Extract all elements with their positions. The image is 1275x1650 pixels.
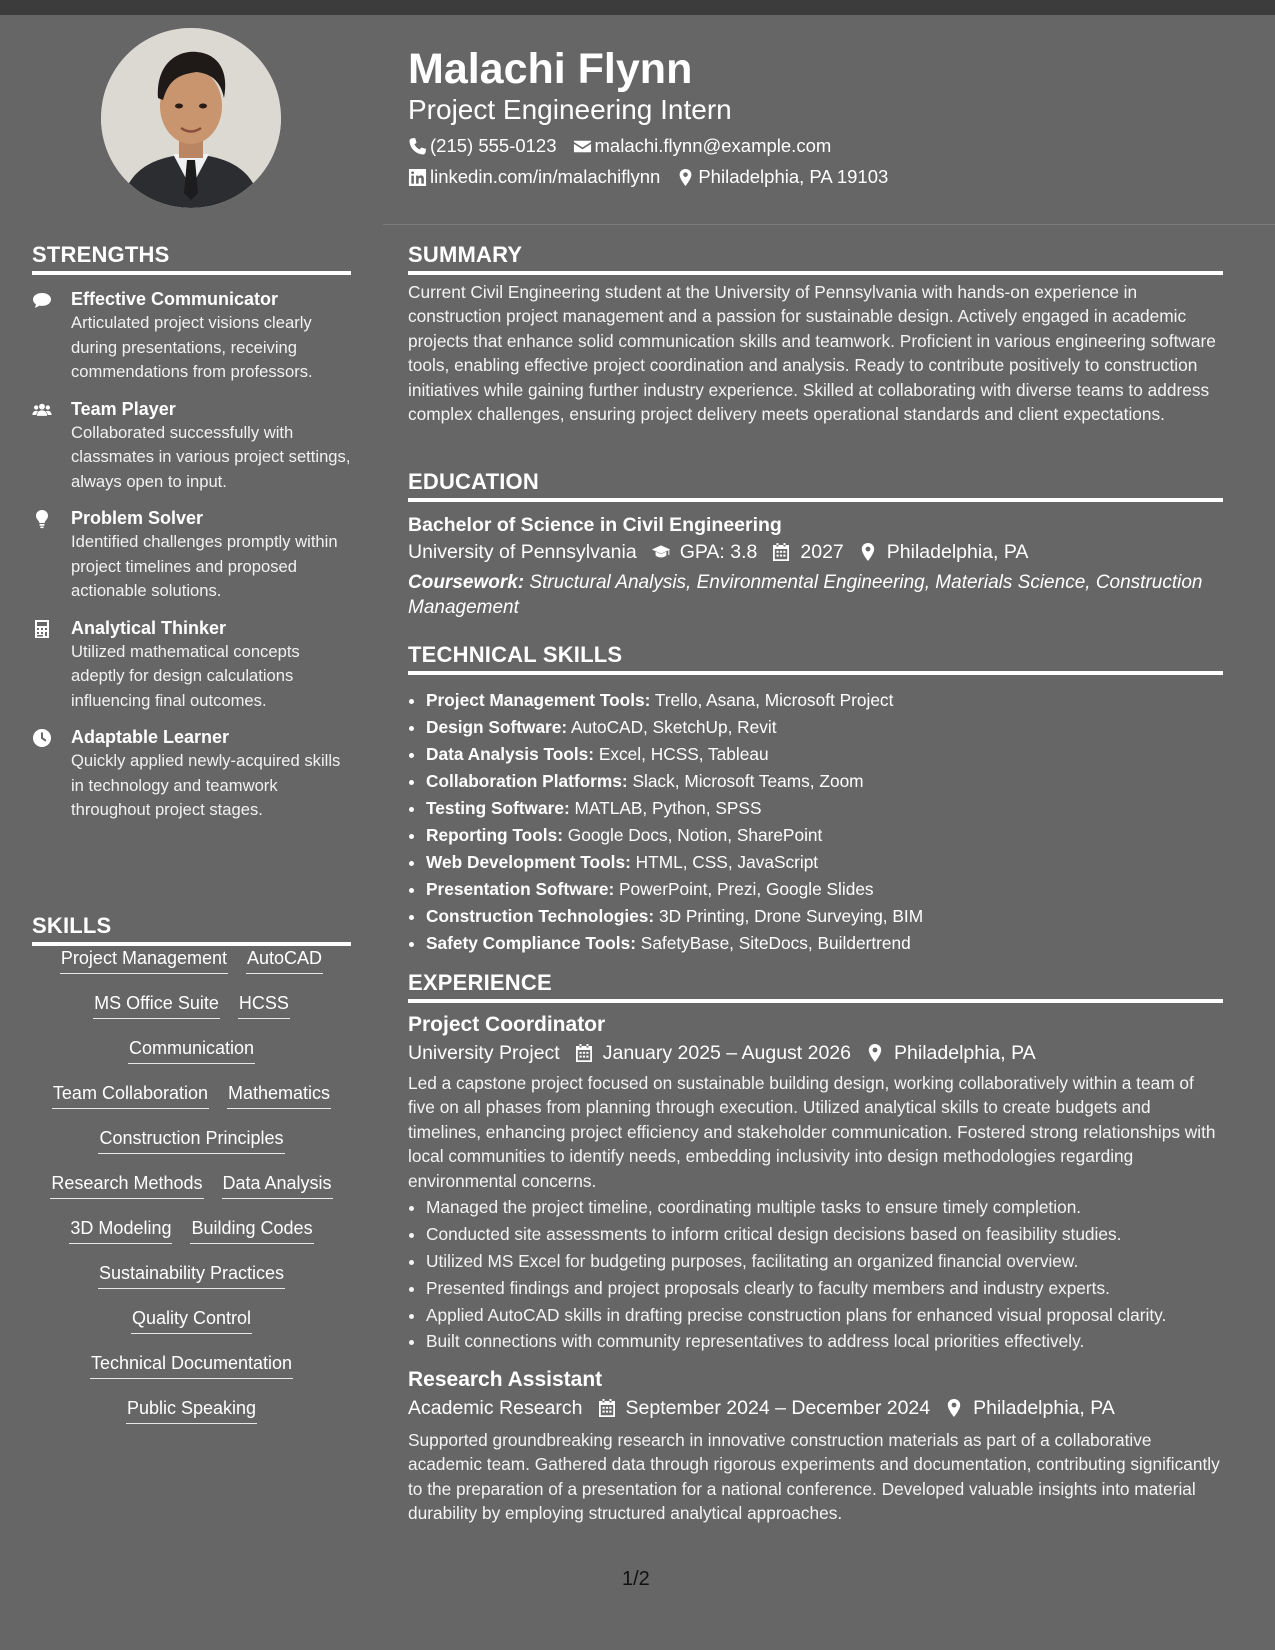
organization: University Project bbox=[408, 1042, 560, 1064]
skills-row bbox=[32, 1396, 351, 1441]
skills-row bbox=[32, 1351, 351, 1396]
strengths-section bbox=[32, 242, 351, 823]
strength-title: Effective Communicator bbox=[71, 289, 279, 309]
strengths-heading: STRENGTHS bbox=[32, 242, 351, 275]
location-contact bbox=[676, 165, 888, 189]
organization: Academic Research bbox=[408, 1396, 583, 1419]
gpa-item bbox=[651, 538, 758, 566]
linkedin-text: linkedin.com/in/malachiflynn bbox=[430, 166, 661, 187]
job-location: Philadelphia, PA bbox=[894, 1042, 1036, 1064]
skill-category: Safety Compliance Tools: bbox=[426, 933, 636, 953]
coursework-text: Structural Analysis, Environmental Engineering, Materials Science, Construction Management bbox=[408, 572, 1203, 618]
skill-tag: Construction Principles bbox=[98, 1126, 284, 1154]
skill-values: Google Docs, Notion, SharePoint bbox=[567, 825, 823, 845]
job-meta bbox=[408, 1394, 1223, 1422]
education-heading: EDUCATION bbox=[408, 469, 1223, 502]
skill-tag: Public Speaking bbox=[126, 1396, 257, 1424]
coursework bbox=[408, 570, 1223, 620]
skill-tag: HCSS bbox=[238, 991, 290, 1019]
graduation-year: 2027 bbox=[800, 541, 844, 563]
right-column bbox=[383, 15, 1275, 1650]
linkedin-icon bbox=[408, 168, 427, 187]
calculator-icon bbox=[32, 619, 54, 639]
skill-values: 3D Printing, Drone Surveying, BIM bbox=[659, 906, 924, 926]
calendar-icon bbox=[771, 542, 791, 562]
skill-category: Project Management Tools: bbox=[426, 690, 651, 710]
strength-title: Analytical Thinker bbox=[71, 617, 227, 638]
strength-item bbox=[32, 397, 351, 495]
skill-tag: Building Codes bbox=[190, 1216, 313, 1244]
candidate-title: Project Engineering Intern bbox=[408, 94, 732, 125]
job-dates-item bbox=[597, 1394, 931, 1422]
strength-description: Identified challenges promptly within project timelines and proposed actionable solutions. bbox=[71, 532, 338, 600]
skills-row bbox=[32, 1171, 351, 1216]
skill-category: Presentation Software: bbox=[426, 879, 615, 899]
job-dates: September 2024 – December 2024 bbox=[625, 1396, 931, 1419]
phone-contact[interactable] bbox=[408, 134, 557, 158]
technical-skills-list bbox=[408, 687, 1223, 957]
job-description: Supported groundbreaking research in innovative construction materials as part of a collaborative academic team. Gathered data through rigorous experiments and documentation, contributing significantly to the preparation of a presentation for a national conference. Developed valuable insights into material durability by employing structured analytical approaches. bbox=[408, 1429, 1220, 1524]
users-icon bbox=[32, 400, 54, 420]
skill-tag: Team Collaboration bbox=[52, 1081, 209, 1109]
map-pin-icon bbox=[858, 542, 878, 562]
skill-category: Data Analysis Tools: bbox=[426, 744, 595, 764]
graduation-year-item bbox=[771, 538, 843, 566]
technical-skill-item bbox=[426, 714, 1223, 741]
skill-values: Trello, Asana, Microsoft Project bbox=[654, 690, 894, 710]
skills-row bbox=[32, 1081, 351, 1126]
strength-item bbox=[32, 506, 351, 604]
job-bullet: • Utilized MS Excel for budgeting purposes, facilitating an organized financial overview. bbox=[426, 1249, 1223, 1274]
job-bullet: • Applied AutoCAD skills in drafting precise construction plans for enhanced visual proposal clarity. bbox=[426, 1303, 1223, 1328]
job-bullets bbox=[408, 1195, 1223, 1353]
skill-category: Testing Software: bbox=[426, 798, 570, 818]
skill-tag: Communication bbox=[128, 1036, 255, 1064]
gpa-text: GPA: 3.8 bbox=[679, 541, 758, 563]
skill-values: Slack, Microsoft Teams, Zoom bbox=[632, 771, 864, 791]
education-location: Philadelphia, PA bbox=[886, 541, 1029, 563]
calendar-icon bbox=[597, 1398, 617, 1418]
skill-values: MATLAB, Python, SPSS bbox=[574, 798, 762, 818]
linkedin-contact[interactable] bbox=[408, 165, 660, 189]
job-description: Led a capstone project focused on sustainable building design, working collaboratively within a team of five on all phases from planning through execution. Utilized analytical skills to create budgets and timelines, enhancing project efficiency and stakeholder communication. Fostered strong relationships with local communities to identify needs, embedding inclusivity into design methodologies regarding environmental concerns. bbox=[408, 1073, 1216, 1191]
skill-tag: 3D Modeling bbox=[69, 1216, 172, 1244]
location-text: Philadelphia, PA 19103 bbox=[698, 166, 889, 187]
coursework-label: Coursework: bbox=[408, 572, 525, 593]
skills-row bbox=[32, 1126, 351, 1171]
experience-section bbox=[408, 970, 1223, 1525]
experience-heading: EXPERIENCE bbox=[408, 970, 1223, 1003]
skill-values: SafetyBase, SiteDocs, Buildertrend bbox=[640, 933, 911, 953]
experience-entry bbox=[408, 1011, 1223, 1354]
page-number: 1/2 bbox=[622, 1568, 650, 1590]
job-location-item bbox=[944, 1394, 1115, 1422]
top-bar bbox=[0, 0, 1275, 15]
skill-category: Collaboration Platforms: bbox=[426, 771, 628, 791]
strength-title: Problem Solver bbox=[71, 508, 204, 528]
skills-row bbox=[32, 1261, 351, 1306]
calendar-icon bbox=[574, 1043, 594, 1063]
technical-skill-item bbox=[426, 822, 1223, 849]
contact-row bbox=[408, 134, 847, 158]
job-dates: January 2025 – August 2026 bbox=[602, 1042, 852, 1064]
skill-tag: Mathematics bbox=[227, 1081, 331, 1109]
skill-values: Excel, HCSS, Tableau bbox=[598, 744, 769, 764]
education-location-item bbox=[858, 538, 1029, 566]
skill-category: Web Development Tools: bbox=[426, 852, 631, 872]
summary-section bbox=[408, 242, 1223, 426]
technical-skill-item bbox=[426, 768, 1223, 795]
strength-item bbox=[32, 287, 351, 385]
skill-values: HTML, CSS, JavaScript bbox=[635, 852, 819, 872]
job-bullet: • Presented findings and project proposals clearly to faculty members and industry experts. bbox=[426, 1276, 1223, 1301]
skill-category: Reporting Tools: bbox=[426, 825, 563, 845]
job-bullet: • Managed the project timeline, coordinating multiple tasks to ensure timely completion. bbox=[426, 1195, 1223, 1220]
summary-heading: SUMMARY bbox=[408, 242, 1223, 275]
comment-icon bbox=[32, 290, 54, 310]
map-pin-icon bbox=[676, 168, 695, 187]
skills-row bbox=[32, 1036, 351, 1081]
technical-skill-item bbox=[426, 795, 1223, 822]
strength-item bbox=[32, 725, 351, 823]
clock-icon bbox=[32, 728, 54, 748]
email-contact[interactable] bbox=[573, 134, 832, 158]
skills-row bbox=[32, 1216, 351, 1261]
skills-heading: SKILLS bbox=[32, 913, 351, 946]
map-pin-icon bbox=[865, 1043, 885, 1063]
education-section bbox=[408, 469, 1223, 620]
graduation-cap-icon bbox=[651, 542, 671, 562]
skill-values: PowerPoint, Prezi, Google Slides bbox=[619, 879, 874, 899]
job-bullet: • Conducted site assessments to inform critical design decisions based on feasibility studies. bbox=[426, 1222, 1223, 1247]
school-name: University of Pennsylvania bbox=[408, 541, 637, 563]
skill-tag: Research Methods bbox=[50, 1171, 203, 1199]
skill-tag: Sustainability Practices bbox=[98, 1261, 285, 1289]
job-title: Research Assistant bbox=[408, 1367, 603, 1391]
skill-tag: MS Office Suite bbox=[93, 991, 220, 1019]
education-meta bbox=[408, 538, 1223, 566]
skill-tag: Project Management bbox=[60, 946, 228, 974]
job-location: Philadelphia, PA bbox=[973, 1396, 1115, 1419]
strength-item bbox=[32, 616, 351, 714]
skill-category: Construction Technologies: bbox=[426, 906, 655, 926]
left-column bbox=[0, 15, 383, 1650]
candidate-name: Malachi Flynn bbox=[408, 45, 693, 93]
skills-row bbox=[32, 991, 351, 1036]
phone-icon bbox=[408, 137, 427, 156]
technical-skill-item bbox=[426, 849, 1223, 876]
strength-title: Adaptable Learner bbox=[71, 727, 230, 747]
skills-row bbox=[32, 946, 351, 991]
lightbulb-icon bbox=[32, 509, 54, 529]
contact-row bbox=[408, 165, 904, 189]
job-title: Project Coordinator bbox=[408, 1013, 606, 1036]
map-pin-icon bbox=[944, 1398, 964, 1418]
strength-description: Quickly applied newly-acquired skills in technology and teamwork throughout project stages. bbox=[71, 751, 341, 819]
skill-tag: Quality Control bbox=[131, 1306, 252, 1334]
skill-category: Design Software: bbox=[426, 717, 568, 737]
skills-section bbox=[32, 913, 351, 1441]
phone-text: (215) 555-0123 bbox=[430, 135, 557, 156]
technical-skills-heading: TECHNICAL SKILLS bbox=[408, 642, 1223, 675]
strength-description: Utilized mathematical concepts adeptly for design calculations influencing final outcomes. bbox=[71, 641, 300, 710]
strength-description: Articulated project visions clearly during presentations, receiving commendations from professors. bbox=[71, 313, 313, 381]
job-dates-item bbox=[574, 1039, 851, 1067]
skills-row bbox=[32, 1306, 351, 1351]
job-location-item bbox=[865, 1039, 1036, 1067]
job-meta bbox=[408, 1039, 1223, 1067]
skill-tag: Technical Documentation bbox=[90, 1351, 293, 1379]
skill-values: AutoCAD, SketchUp, Revit bbox=[571, 717, 777, 737]
profile-photo bbox=[101, 28, 281, 208]
experience-entry bbox=[408, 1366, 1223, 1526]
strength-title: Team Player bbox=[71, 398, 176, 419]
envelope-icon bbox=[573, 137, 592, 156]
skill-tag: Data Analysis bbox=[222, 1171, 333, 1199]
technical-skill-item bbox=[426, 903, 1223, 930]
job-bullet: • Built connections with community representatives to address local priorities effectively. bbox=[426, 1329, 1223, 1354]
strength-description: Collaborated successfully with classmates in various project settings, always open to input. bbox=[71, 422, 351, 491]
technical-skills-section bbox=[408, 642, 1223, 957]
technical-skill-item bbox=[426, 930, 1223, 957]
technical-skill-item bbox=[426, 741, 1223, 768]
degree-title: Bachelor of Science in Civil Engineering bbox=[408, 514, 782, 536]
header-divider bbox=[383, 224, 1275, 225]
skill-tag: AutoCAD bbox=[246, 946, 323, 974]
email-text: malachi.flynn@example.com bbox=[594, 135, 832, 156]
technical-skill-item bbox=[426, 876, 1223, 903]
technical-skill-item bbox=[426, 687, 1223, 714]
summary-text: Current Civil Engineering student at the University of Pennsylvania with hands-on experience in construction project management and a passion for sustainable design. Actively engaged in academic projects that enhance solid communication skills and teamwork. Proficient in various engineering software tools, enabling effective project coordination and analysis. Ready to contribute positively to construction initiatives while gaining further industry experience. Skilled at collaborating with diverse teams to address complex challenges, ensuring project delivery meets operational standards and client expectations. bbox=[408, 282, 1216, 425]
